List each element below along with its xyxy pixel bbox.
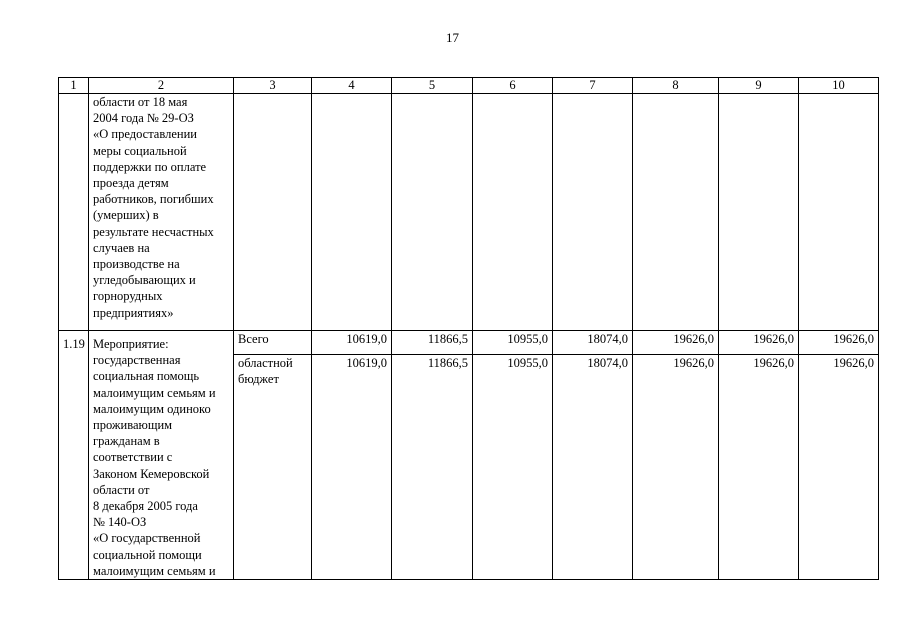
funding-source: Всего — [234, 331, 312, 355]
column-header: 3 — [234, 78, 312, 94]
column-header: 2 — [89, 78, 234, 94]
value-cell: 19626,0 — [799, 355, 879, 580]
value-cell: 19626,0 — [799, 331, 879, 355]
row-number: 1.19 — [59, 331, 89, 580]
value-cell: 19626,0 — [719, 355, 799, 580]
value-cell: 19626,0 — [719, 331, 799, 355]
empty-cell — [234, 94, 312, 331]
budget-table — [58, 77, 879, 580]
value-cell: 19626,0 — [633, 355, 719, 580]
empty-cell — [473, 94, 553, 331]
empty-cell — [392, 94, 473, 331]
column-header: 10 — [799, 78, 879, 94]
column-header: 9 — [719, 78, 799, 94]
value-cell: 19626,0 — [633, 331, 719, 355]
column-header: 1 — [59, 78, 89, 94]
measure-description: Мероприятие: государственная социальная помощь малоимущим семьям и малоимущим одиноко проживающим гражданам в соответствии с Законом Кемеровской области от 8 декабря 2005 года № 140-ОЗ «О государственной социальной помощи малоимущим семьям и — [89, 331, 234, 580]
empty-cell — [312, 94, 392, 331]
measure-description: области от 18 мая 2004 года № 29-ОЗ «О предоставлении меры социальной поддержки по оплате проезда детям работников, погибших (умерших) в результате несчастных случаев на производстве на угледобывающих и горнорудных предприятиях» — [89, 94, 234, 331]
column-header: 6 — [473, 78, 553, 94]
value-cell: 10955,0 — [473, 331, 553, 355]
value-cell: 10955,0 — [473, 355, 553, 580]
empty-cell — [633, 94, 719, 331]
column-header: 8 — [633, 78, 719, 94]
value-cell: 10619,0 — [312, 355, 392, 580]
empty-cell — [799, 94, 879, 331]
value-cell: 18074,0 — [553, 331, 633, 355]
column-header: 4 — [312, 78, 392, 94]
column-header: 5 — [392, 78, 473, 94]
value-cell: 10619,0 — [312, 331, 392, 355]
empty-cell — [719, 94, 799, 331]
page-number: 17 — [446, 30, 459, 45]
column-header: 7 — [553, 78, 633, 94]
value-cell: 11866,5 — [392, 331, 473, 355]
table-row — [59, 331, 879, 355]
funding-source: областной бюджет — [234, 355, 312, 580]
table-row — [59, 94, 879, 331]
row-number — [59, 94, 89, 331]
table-header — [59, 78, 879, 94]
value-cell: 11866,5 — [392, 355, 473, 580]
value-cell: 18074,0 — [553, 355, 633, 580]
empty-cell — [553, 94, 633, 331]
